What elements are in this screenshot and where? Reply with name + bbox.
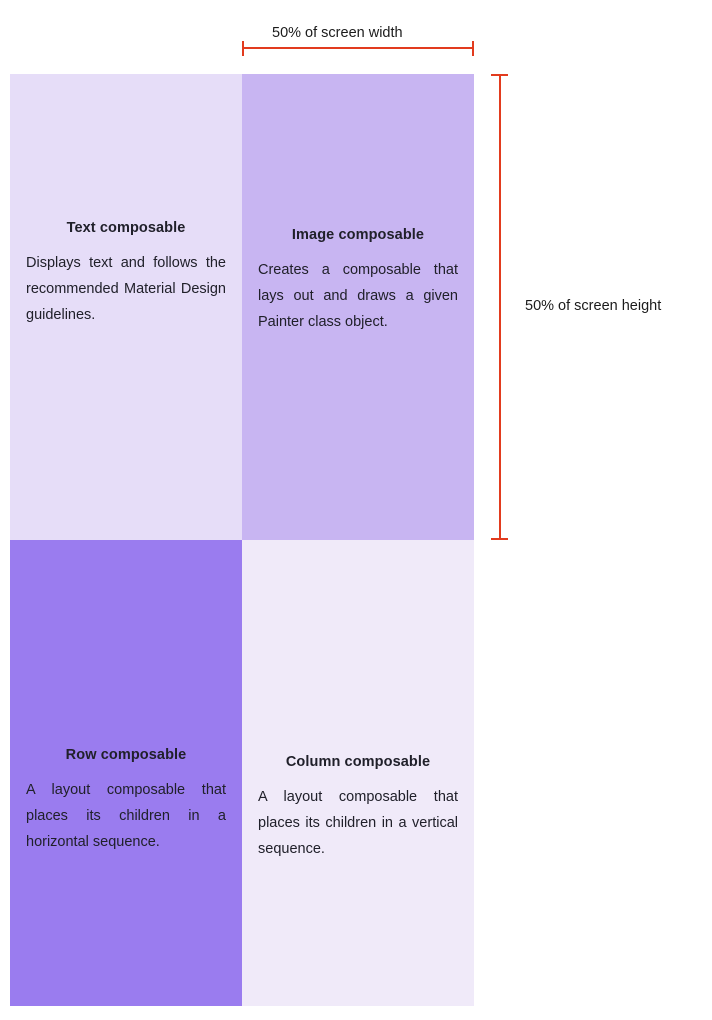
- quadrant-text-composable: [10, 74, 242, 540]
- quadrant-column-content: [258, 754, 458, 862]
- quadrant-image-content: [258, 227, 458, 335]
- quadrant-description: Creates a composable that lays out and draws a given Painter class object.: [258, 262, 458, 330]
- quadrant-text-content: [26, 220, 226, 328]
- quadrant-title: Image composable: [291, 227, 425, 243]
- width-annotation-label: 50% of screen width: [272, 25, 403, 41]
- width-measure-line: [242, 47, 474, 49]
- quadrant-description: Displays text and follows the recommended Material Design guidelines.: [26, 255, 226, 323]
- width-measure-cap-left-icon: [242, 41, 244, 56]
- quadrant-title: Text composable: [66, 220, 186, 236]
- height-measure-cap-bottom-icon: [491, 538, 508, 540]
- quadrant-row-composable: [10, 540, 242, 1006]
- quadrant-row-content: [26, 747, 226, 855]
- width-measure-cap-right-icon: [472, 41, 474, 56]
- quadrant-description: A layout composable that places its children in a vertical sequence.: [258, 789, 458, 857]
- quadrant-title: Column composable: [285, 754, 431, 770]
- quadrant-description: A layout composable that places its children in a horizontal sequence.: [26, 782, 226, 850]
- quadrant-title: Row composable: [65, 747, 187, 763]
- quadrant-image-composable: [242, 74, 474, 540]
- height-measure-cap-top-icon: [491, 74, 508, 76]
- height-measure-line: [499, 74, 501, 540]
- height-annotation-label: 50% of screen height: [525, 298, 662, 314]
- quadrant-column-composable: [242, 540, 474, 1006]
- quadrant-grid: [10, 74, 474, 1006]
